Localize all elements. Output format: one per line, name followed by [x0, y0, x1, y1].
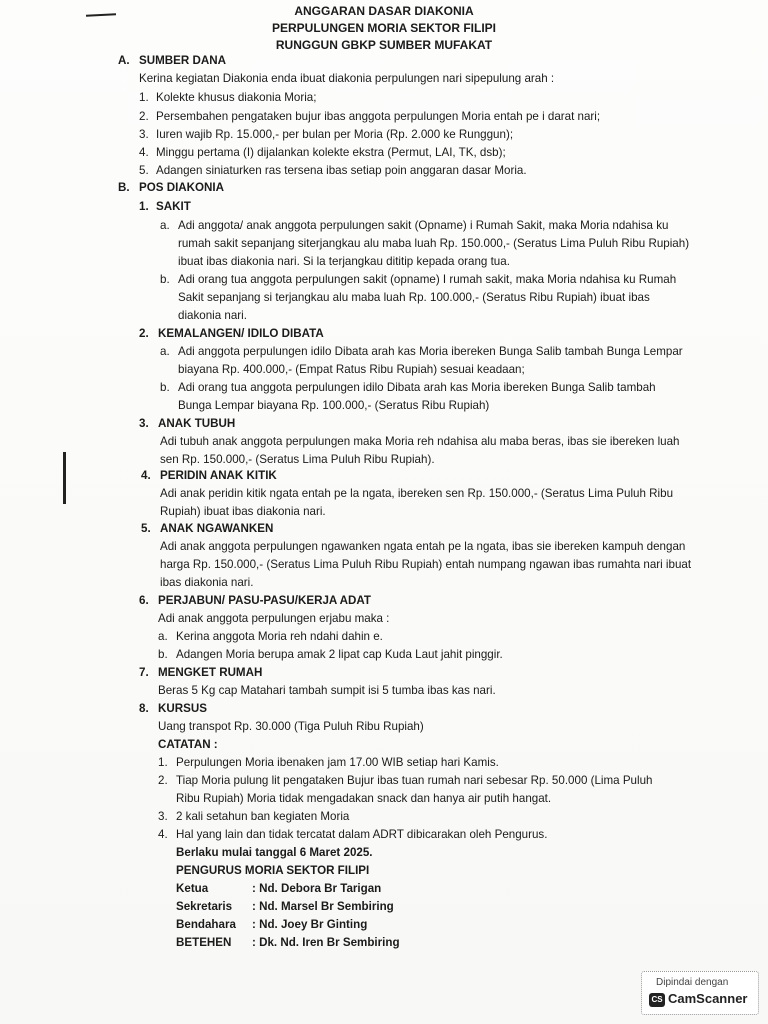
pos-title: ANAK NGAWANKEN — [160, 522, 274, 535]
pos-num: 6. — [139, 594, 149, 607]
sub-line: Adi orang tua anggota perpulungen idilo Dibata arah kas Moria ibereken Bunga Salib tambah — [178, 381, 656, 394]
pos-num: 2. — [139, 327, 149, 340]
pos-title: SAKIT — [156, 200, 191, 213]
list-num: 2. — [139, 110, 149, 123]
pos-line: harga Rp. 150.000,- (Seratus Lima Puluh Ribu Rupiah) entah numpang ngawan ibas rumahta nari ibuat — [160, 558, 692, 571]
pos-title: PERIDIN ANAK KITIK — [160, 469, 277, 482]
doc-title: ANGGARAN DASAR DIAKONIA — [294, 4, 474, 18]
sub-line: ibuat ibas diakonia nari. Si la terjangkau dititip kepada orang tua. — [178, 255, 510, 268]
catatan-title: CATATAN : — [158, 738, 218, 751]
sub-line: biayana Rp. 400.000,- (Empat Ratus Ribu Rupiah) sesuai keadaan; — [178, 363, 525, 376]
list-num: 3. — [139, 128, 149, 141]
pos-title: ANAK TUBUH — [158, 417, 236, 430]
list-num: 1. — [139, 91, 149, 104]
section-a-letter: A. — [118, 54, 130, 67]
list-num: 4. — [139, 146, 149, 159]
sub-line: rumah sakit sepanjang siterjangkau alu maba luah Rp. 150.000,- (Seratus Lima Puluh Ribu Rupiah) — [178, 237, 690, 250]
role-name: : Nd. Joey Br Ginting — [252, 918, 368, 931]
sub-line: Bunga Lempar biayana Rp. 100.000,- (Seratus Ribu Rupiah) — [178, 399, 490, 412]
camscanner-logo-icon: CS — [649, 993, 665, 1007]
watermark-caption: Dipindai dengan — [656, 977, 729, 988]
doc-subtitle: PERPULUNGEN MORIA SEKTOR FILIPI — [271, 21, 496, 35]
pos-title: PERJABUN/ PASU-PASU/KERJA ADAT — [158, 594, 371, 607]
section-a-title: SUMBER DANA — [139, 54, 226, 67]
list-num: 5. — [139, 164, 149, 177]
role-name: : Nd. Marsel Br Sembiring — [252, 900, 394, 913]
sub-line: Adangen Moria berupa amak 2 lipat cap Kuda Laut jahit pinggir. — [176, 648, 503, 661]
role-label: Ketua — [176, 882, 209, 895]
sub-line: Adi anggota perpulungen idilo Dibata arah kas Moria ibereken Bunga Salib tambah Bunga Lempar — [178, 345, 683, 358]
section-b-title: POS DIAKONIA — [139, 181, 225, 194]
pos-line: Rupiah) ibuat ibas diakonia nari. — [160, 505, 326, 518]
pos-line: Adi anak anggota perpulungen erjabu maka : — [158, 612, 390, 625]
pos-line: Adi anak anggota perpulungen ngawanken ngata entah pe la ngata, ibas sie ibereken kampuh dengan — [160, 540, 686, 553]
role-label: BETEHEN — [176, 936, 232, 949]
sub-letter: a. — [160, 219, 170, 232]
catatan-line: Ribu Rupiah) Moria tidak mengadakan snack dan hanya air putih hangat. — [176, 792, 552, 805]
sub-line: Kerina anggota Moria reh ndahi dahin e. — [176, 630, 383, 643]
list-item: Kolekte khusus diakonia Moria; — [156, 91, 317, 104]
pos-line: ibas diakonia nari. — [160, 576, 254, 589]
doc-subtitle-2: RUNGGUN GBKP SUMBER MUFAKAT — [275, 38, 493, 52]
catatan-line: 2 kali setahun ban kegiaten Moria — [176, 810, 350, 823]
sub-letter: b. — [158, 648, 168, 661]
pos-line: Uang transpot Rp. 30.000 (Tiga Puluh Ribu Rupiah) — [158, 720, 424, 733]
pos-line: Beras 5 Kg cap Matahari tambah sumpit isi 5 tumba ibas kas nari. — [158, 684, 496, 697]
pos-num: 1. — [139, 200, 149, 213]
list-item: Iuren wajib Rp. 15.000,- per bulan per Moria (Rp. 2.000 ke Runggun); — [156, 128, 514, 141]
pos-num: 4. — [141, 469, 151, 482]
pos-title: KEMALANGEN/ IDILO DIBATA — [158, 327, 324, 340]
pos-title: MENGKET RUMAH — [158, 666, 263, 679]
catatan-line: Tiap Moria pulung lit pengataken Bujur ibas tuan rumah nari sebesar Rp. 50.000 (Lima Puluh — [176, 774, 653, 787]
catatan-line: Perpulungen Moria ibenaken jam 17.00 WIB setiap hari Kamis. — [176, 756, 499, 769]
pos-line: Adi tubuh anak anggota perpulungen maka Moria reh ndahisa alu maba beras, ibas sie ibereken luah — [160, 435, 680, 448]
sub-letter: a. — [160, 345, 170, 358]
camscanner-watermark — [641, 971, 759, 1015]
pos-title: KURSUS — [158, 702, 207, 715]
sub-line: diakonia nari. — [178, 309, 247, 322]
catatan-num: 4. — [158, 828, 168, 841]
watermark-brand: CamScanner — [668, 991, 748, 1006]
sub-line: Sakit sepanjang si terjangkau alu maba luah Rp. 100.000,- (Seratus Ribu Rupiah) ibuat ibas — [178, 291, 650, 304]
list-item: Persembahen pengataken bujur ibas anggota perpulungen Moria entah pe i darat nari; — [156, 110, 601, 123]
list-item: Adangen siniaturken ras tersena ibas setiap poin anggaran dasar Moria. — [156, 164, 527, 177]
pos-num: 5. — [141, 522, 151, 535]
section-a-intro: Kerina kegiatan Diakonia enda ibuat diakonia perpulungen nari sipepulung arah : — [139, 72, 555, 85]
role-name: : Dk. Nd. Iren Br Sembiring — [252, 936, 400, 949]
scan-edge-mark — [63, 452, 66, 504]
sub-line: Adi anggota/ anak anggota perpulungen sakit (Opname) i Rumah Sakit, maka Moria ndahisa ku — [178, 219, 669, 232]
pengurus-title: PENGURUS MORIA SEKTOR FILIPI — [176, 864, 370, 877]
sub-line: Adi orang tua anggota perpulungen sakit (opname) I rumah sakit, maka Moria ndahisa ku Rumah — [178, 273, 677, 286]
catatan-num: 1. — [158, 756, 168, 769]
sub-letter: b. — [160, 381, 170, 394]
role-label: Bendahara — [176, 918, 236, 931]
berlaku-date: Berlaku mulai tanggal 6 Maret 2025. — [176, 846, 373, 859]
catatan-line: Hal yang lain dan tidak tercatat dalam ADRT dibicarakan oleh Pengurus. — [176, 828, 548, 841]
pos-num: 8. — [139, 702, 149, 715]
catatan-num: 3. — [158, 810, 168, 823]
pos-num: 3. — [139, 417, 149, 430]
role-name: : Nd. Debora Br Tarigan — [252, 882, 382, 895]
list-item: Minggu pertama (I) dijalankan kolekte ekstra (Permut, LAI, TK, dsb); — [156, 146, 506, 159]
sub-letter: b. — [160, 273, 170, 286]
catatan-num: 2. — [158, 774, 168, 787]
pos-line: sen Rp. 150.000,- (Seratus Lima Puluh Ribu Rupiah). — [160, 453, 435, 466]
section-b-letter: B. — [118, 181, 130, 194]
sub-letter: a. — [158, 630, 168, 643]
role-label: Sekretaris — [176, 900, 233, 913]
pos-line: Adi anak peridin kitik ngata entah pe la ngata, ibereken sen Rp. 150.000,- (Seratus Lima Puluh Ribu — [160, 487, 674, 500]
pos-num: 7. — [139, 666, 149, 679]
